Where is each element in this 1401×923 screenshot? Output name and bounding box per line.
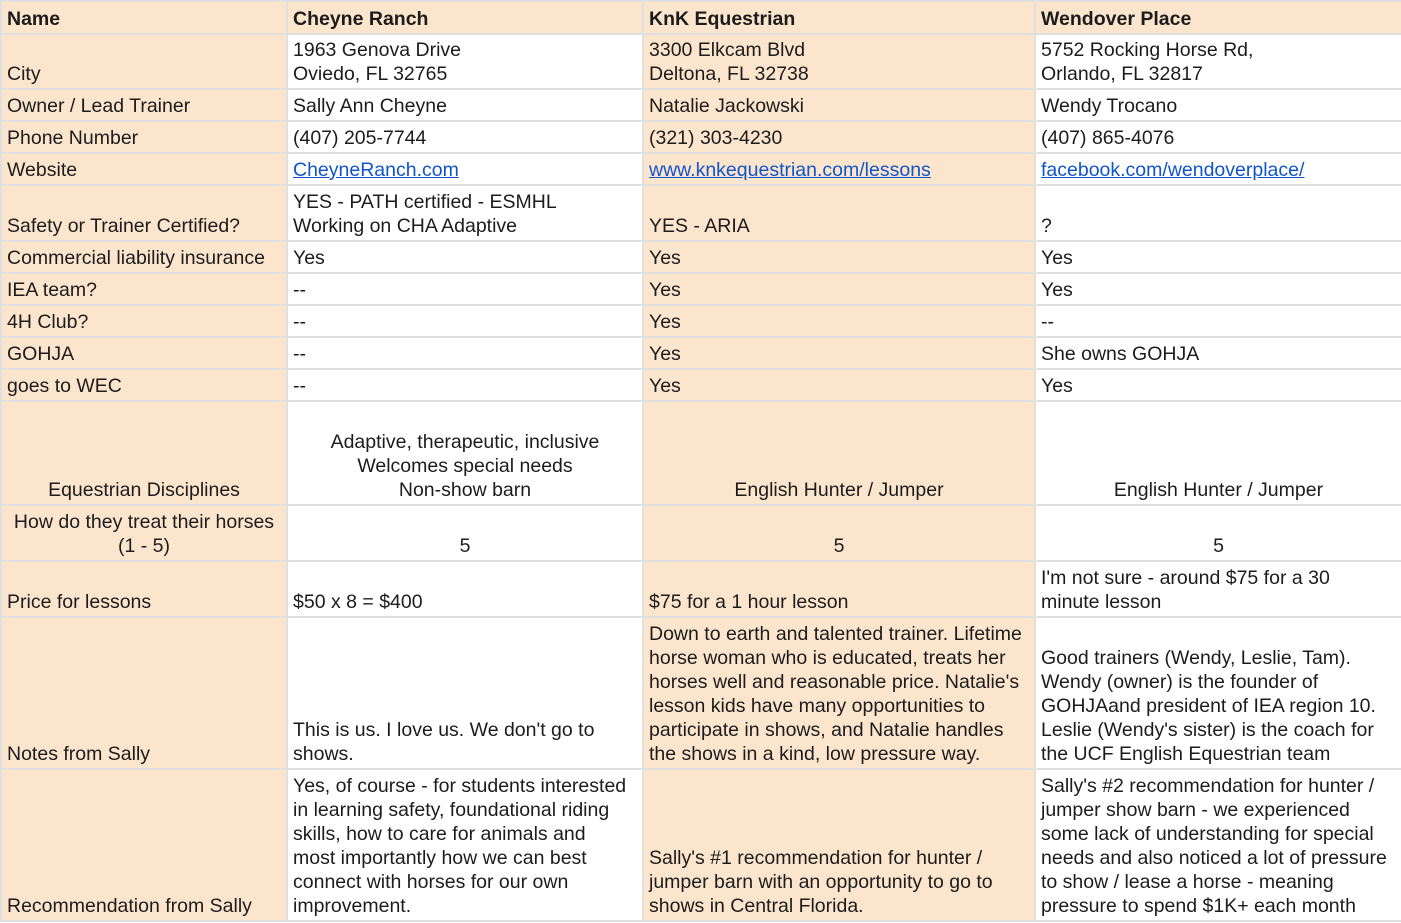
wendover-place-recommendation-cell[interactable]: Sally's #2 recommendation for hunter / jumper show barn - we experienced some lack of understanding for special needs and also noticed a lot of pressure to show / lease a horse - meaning pressure to spend $1K+ each month (1035, 769, 1401, 921)
header-name-cell[interactable]: Name (1, 1, 287, 34)
wendover-place-notes-cell[interactable]: Good trainers (Wendy, Leslie, Tam). Wendy (owner) is the founder of GOHJAand president of IEA region 10. Leslie (Wendy's sister) is the coach for the UCF English Equestrian team (1035, 617, 1401, 769)
row-label-cell[interactable]: City (1, 34, 287, 89)
knk-equestrian-price-cell[interactable]: $75 for a 1 hour lesson (643, 561, 1035, 617)
wendover-place-website-cell[interactable] (1035, 153, 1401, 185)
cheyne-ranch-price-cell[interactable]: $50 x 8 = $400 (287, 561, 643, 617)
wendover-place-insurance-cell[interactable]: Yes (1035, 241, 1401, 273)
4h-club-row (1, 305, 1401, 337)
cheyne-ranch-cert-cell[interactable]: YES - PATH certified - ESMHL Working on CHA Adaptive (287, 185, 643, 241)
insurance-row (1, 241, 1401, 273)
wendover-place-phone-cell[interactable]: (407) 865-4076 (1035, 121, 1401, 153)
wendover-place-city-cell[interactable]: 5752 Rocking Horse Rd, Orlando, FL 32817 (1035, 34, 1401, 89)
row-label-cell[interactable]: Safety or Trainer Certified? (1, 185, 287, 241)
wendover-place-price-cell[interactable]: I'm not sure - around $75 for a 30 minute lesson (1035, 561, 1401, 617)
recommendation-row (1, 769, 1401, 921)
certification-row (1, 185, 1401, 241)
cheyne-ranch-owner-cell[interactable]: Sally Ann Cheyne (287, 89, 643, 121)
knk-equestrian-disciplines-cell[interactable]: English Hunter / Jumper (643, 401, 1035, 505)
row-label-cell[interactable]: goes to WEC (1, 369, 287, 401)
row-label-cell[interactable]: IEA team? (1, 273, 287, 305)
city-row (1, 34, 1401, 89)
cheyne-ranch-gohja-cell[interactable]: -- (287, 337, 643, 369)
phone-row (1, 121, 1401, 153)
header-knk-equestrian-cell[interactable]: KnK Equestrian (643, 1, 1035, 34)
price-row (1, 561, 1401, 617)
header-row (1, 1, 1401, 34)
disciplines-row (1, 401, 1401, 505)
header-wendover-place-cell[interactable]: Wendover Place (1035, 1, 1401, 34)
cheyne-ranch-iea-cell[interactable]: -- (287, 273, 643, 305)
cheyne-ranch-city-cell[interactable]: 1963 Genova Drive Oviedo, FL 32765 (287, 34, 643, 89)
knk-equestrian-website-link[interactable]: www.knkequestrian.com/lessons (649, 159, 931, 181)
knk-equestrian-treatment-cell[interactable]: 5 (643, 505, 1035, 561)
wec-row (1, 369, 1401, 401)
row-label-cell[interactable]: Owner / Lead Trainer (1, 89, 287, 121)
cheyne-ranch-recommendation-cell[interactable]: Yes, of course - for students interested in learning safety, foundational riding skills, how to care for animals and most importantly how we can best connect with horses for our own improvement. (287, 769, 643, 921)
wendover-place-wec-cell[interactable]: Yes (1035, 369, 1401, 401)
row-label-cell[interactable]: Notes from Sally (1, 617, 287, 769)
row-label-cell[interactable]: How do they treat their horses (1 - 5) (1, 505, 287, 561)
knk-equestrian-city-cell[interactable]: 3300 Elkcam Blvd Deltona, FL 32738 (643, 34, 1035, 89)
knk-equestrian-insurance-cell[interactable]: Yes (643, 241, 1035, 273)
knk-equestrian-website-cell[interactable] (643, 153, 1035, 185)
owner-row (1, 89, 1401, 121)
cheyne-ranch-website-cell[interactable] (287, 153, 643, 185)
cheyne-ranch-treatment-cell[interactable]: 5 (287, 505, 643, 561)
gohja-row (1, 337, 1401, 369)
cheyne-ranch-disciplines-cell[interactable]: Adaptive, therapeutic, inclusive Welcomes special needs Non-show barn (287, 401, 643, 505)
knk-equestrian-notes-cell[interactable]: Down to earth and talented trainer. Lifetime horse woman who is educated, treats her horses well and reasonable price. Natalie's lesson kids have many opportunities to participate in shows, and Natalie handles the shows in a kind, low pressure way. (643, 617, 1035, 769)
wendover-place-website-link[interactable]: facebook.com/wendoverplace/ (1041, 159, 1305, 181)
row-label-cell[interactable]: Price for lessons (1, 561, 287, 617)
knk-equestrian-gohja-cell[interactable]: Yes (643, 337, 1035, 369)
cheyne-ranch-phone-cell[interactable]: (407) 205-7744 (287, 121, 643, 153)
wendover-place-owner-cell[interactable]: Wendy Trocano (1035, 89, 1401, 121)
header-cheyne-ranch-cell[interactable]: Cheyne Ranch (287, 1, 643, 34)
wendover-place-gohja-cell[interactable]: She owns GOHJA (1035, 337, 1401, 369)
cheyne-ranch-4h-cell[interactable]: -- (287, 305, 643, 337)
row-label-cell[interactable]: 4H Club? (1, 305, 287, 337)
cheyne-ranch-notes-cell[interactable]: This is us. I love us. We don't go to shows. (287, 617, 643, 769)
cheyne-ranch-website-link[interactable]: CheyneRanch.com (293, 159, 459, 181)
wendover-place-cert-cell[interactable]: ? (1035, 185, 1401, 241)
knk-equestrian-4h-cell[interactable]: Yes (643, 305, 1035, 337)
knk-equestrian-owner-cell[interactable]: Natalie Jackowski (643, 89, 1035, 121)
row-label-cell[interactable]: Recommendation from Sally (1, 769, 287, 921)
notes-row (1, 617, 1401, 769)
wendover-place-disciplines-cell[interactable]: English Hunter / Jumper (1035, 401, 1401, 505)
wendover-place-4h-cell[interactable]: -- (1035, 305, 1401, 337)
row-label-cell[interactable]: Phone Number (1, 121, 287, 153)
cheyne-ranch-wec-cell[interactable]: -- (287, 369, 643, 401)
horse-treatment-row (1, 505, 1401, 561)
row-label-cell[interactable]: Website (1, 153, 287, 185)
row-label-cell[interactable]: Equestrian Disciplines (1, 401, 287, 505)
row-label-cell[interactable]: GOHJA (1, 337, 287, 369)
website-row (1, 153, 1401, 185)
row-label-cell[interactable]: Commercial liability insurance (1, 241, 287, 273)
knk-equestrian-cert-cell[interactable]: YES - ARIA (643, 185, 1035, 241)
knk-equestrian-recommendation-cell[interactable]: Sally's #1 recommendation for hunter / jumper barn with an opportunity to go to shows in Central Florida. (643, 769, 1035, 921)
knk-equestrian-phone-cell[interactable]: (321) 303-4230 (643, 121, 1035, 153)
wendover-place-treatment-cell[interactable]: 5 (1035, 505, 1401, 561)
knk-equestrian-wec-cell[interactable]: Yes (643, 369, 1035, 401)
knk-equestrian-iea-cell[interactable]: Yes (643, 273, 1035, 305)
cheyne-ranch-insurance-cell[interactable]: Yes (287, 241, 643, 273)
wendover-place-iea-cell[interactable]: Yes (1035, 273, 1401, 305)
iea-team-row (1, 273, 1401, 305)
